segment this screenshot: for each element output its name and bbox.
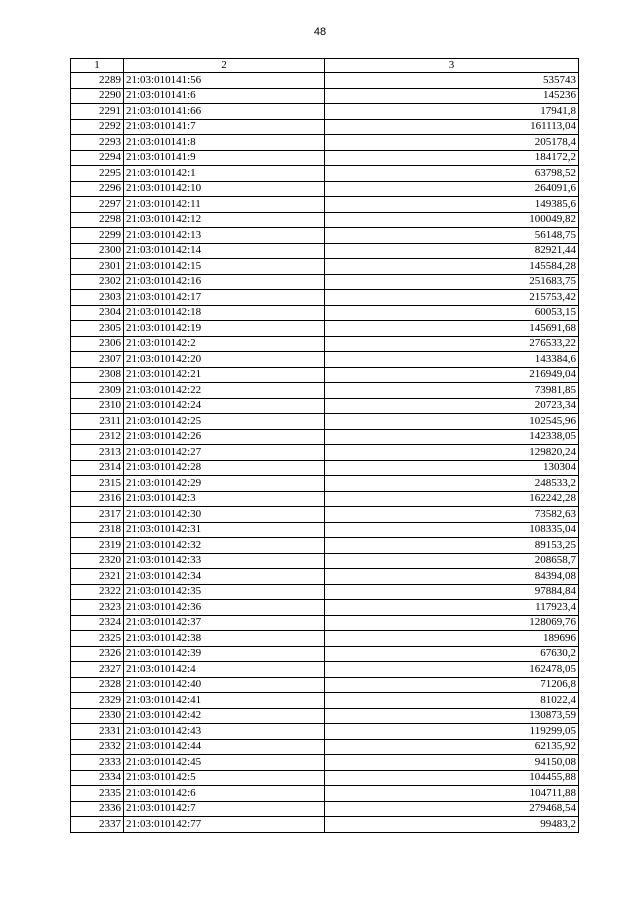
row-number-cell: 2297 [71,197,124,213]
cadastral-number-cell: 21:03:010142:3 [124,491,325,507]
row-number-cell: 2335 [71,786,124,802]
table-row [71,491,579,507]
row-number-cell: 2304 [71,305,124,321]
table-row [71,522,579,538]
table-row [71,569,579,585]
row-number-cell: 2315 [71,476,124,492]
table-row [71,677,579,693]
row-number-cell: 2305 [71,321,124,337]
row-number-cell: 2326 [71,646,124,662]
value-cell: 56148,75 [325,228,579,244]
value-cell: 100049,82 [325,212,579,228]
row-number-cell: 2321 [71,569,124,585]
cadastral-number-cell: 21:03:010142:45 [124,755,325,771]
table-row [71,197,579,213]
value-cell: 99483,2 [325,817,579,833]
row-number-cell: 2324 [71,615,124,631]
cadastral-number-cell: 21:03:010142:13 [124,228,325,244]
cadastral-number-cell: 21:03:010142:4 [124,662,325,678]
cadastral-number-cell: 21:03:010142:1 [124,166,325,182]
row-number-cell: 2312 [71,429,124,445]
row-number-cell: 2298 [71,212,124,228]
value-cell: 145691,68 [325,321,579,337]
table-row [71,445,579,461]
cadastral-number-cell: 21:03:010142:27 [124,445,325,461]
table-row [71,786,579,802]
table-row [71,228,579,244]
cadastral-number-cell: 21:03:010142:42 [124,708,325,724]
value-cell: 108335,04 [325,522,579,538]
cadastral-number-cell: 21:03:010142:35 [124,584,325,600]
row-number-cell: 2308 [71,367,124,383]
value-cell: 162242,28 [325,491,579,507]
row-number-cell: 2289 [71,73,124,89]
value-cell: 63798,52 [325,166,579,182]
cadastral-number-cell: 21:03:010142:7 [124,801,325,817]
value-cell: 104455,88 [325,770,579,786]
row-number-cell: 2296 [71,181,124,197]
table-row [71,538,579,554]
page-number: 48 [313,26,327,38]
row-number-cell: 2291 [71,104,124,120]
table-row [71,367,579,383]
table-row [71,166,579,182]
value-cell: 215753,42 [325,290,579,306]
value-cell: 208658,7 [325,553,579,569]
row-number-cell: 2333 [71,755,124,771]
table-row [71,429,579,445]
table-row [71,476,579,492]
data-table [70,58,579,833]
table-row [71,321,579,337]
value-cell: 60053,15 [325,305,579,321]
value-cell: 279468,54 [325,801,579,817]
value-cell: 104711,88 [325,786,579,802]
row-number-cell: 2317 [71,507,124,523]
cadastral-number-cell: 21:03:010142:40 [124,677,325,693]
table-row [71,724,579,740]
cadastral-number-cell: 21:03:010142:22 [124,383,325,399]
value-cell: 73582,63 [325,507,579,523]
value-cell: 17941,8 [325,104,579,120]
cadastral-number-cell: 21:03:010142:32 [124,538,325,554]
row-number-cell: 2302 [71,274,124,290]
row-number-cell: 2314 [71,460,124,476]
table-row [71,104,579,120]
value-cell: 251683,75 [325,274,579,290]
value-cell: 205178,4 [325,135,579,151]
value-cell: 81022,4 [325,693,579,709]
cadastral-number-cell: 21:03:010142:5 [124,770,325,786]
row-number-cell: 2301 [71,259,124,275]
cadastral-number-cell: 21:03:010142:12 [124,212,325,228]
cadastral-number-cell: 21:03:010141:56 [124,73,325,89]
cadastral-number-cell: 21:03:010142:21 [124,367,325,383]
row-number-cell: 2325 [71,631,124,647]
cadastral-number-cell: 21:03:010142:37 [124,615,325,631]
value-cell: 84394,08 [325,569,579,585]
row-number-cell: 2316 [71,491,124,507]
cadastral-number-cell: 21:03:010142:77 [124,817,325,833]
value-cell: 119299,05 [325,724,579,740]
table-row [71,584,579,600]
value-cell: 149385,6 [325,197,579,213]
value-cell: 20723,34 [325,398,579,414]
table-row [71,817,579,833]
cadastral-number-cell: 21:03:010141:66 [124,104,325,120]
table-row [71,631,579,647]
row-number-cell: 2303 [71,290,124,306]
table-row [71,88,579,104]
value-cell: 145584,28 [325,259,579,275]
value-cell: 94150,08 [325,755,579,771]
row-number-cell: 2331 [71,724,124,740]
value-cell: 128069,76 [325,615,579,631]
row-number-cell: 2294 [71,150,124,166]
table-row [71,305,579,321]
table-row [71,336,579,352]
row-number-cell: 2322 [71,584,124,600]
value-cell: 535743 [325,73,579,89]
table-row [71,414,579,430]
cadastral-number-cell: 21:03:010141:7 [124,119,325,135]
table-row [71,212,579,228]
table-row [71,739,579,755]
cadastral-number-cell: 21:03:010142:20 [124,352,325,368]
value-cell: 189696 [325,631,579,647]
cadastral-number-cell: 21:03:010142:29 [124,476,325,492]
cadastral-number-cell: 21:03:010142:15 [124,259,325,275]
cadastral-number-cell: 21:03:010142:14 [124,243,325,259]
row-number-cell: 2299 [71,228,124,244]
cadastral-number-cell: 21:03:010141:8 [124,135,325,151]
cadastral-number-cell: 21:03:010142:33 [124,553,325,569]
cadastral-number-cell: 21:03:010142:11 [124,197,325,213]
cadastral-number-cell: 21:03:010142:18 [124,305,325,321]
cadastral-number-cell: 21:03:010142:41 [124,693,325,709]
value-cell: 129820,24 [325,445,579,461]
value-cell: 162478,05 [325,662,579,678]
table-row [71,243,579,259]
cadastral-number-cell: 21:03:010142:26 [124,429,325,445]
row-number-cell: 2323 [71,600,124,616]
cadastral-number-cell: 21:03:010142:6 [124,786,325,802]
table-row [71,600,579,616]
table-row [71,460,579,476]
table-row [71,119,579,135]
cadastral-number-cell: 21:03:010142:36 [124,600,325,616]
row-number-cell: 2309 [71,383,124,399]
cadastral-number-cell: 21:03:010142:43 [124,724,325,740]
cadastral-number-cell: 21:03:010142:24 [124,398,325,414]
value-cell: 276533,22 [325,336,579,352]
value-cell: 62135,92 [325,739,579,755]
cadastral-number-cell: 21:03:010142:16 [124,274,325,290]
cadastral-number-cell: 21:03:010142:25 [124,414,325,430]
row-number-cell: 2328 [71,677,124,693]
value-cell: 117923,4 [325,600,579,616]
table-header-row [71,59,579,73]
cadastral-number-cell: 21:03:010141:6 [124,88,325,104]
value-cell: 67630,2 [325,646,579,662]
row-number-cell: 2292 [71,119,124,135]
table-row [71,150,579,166]
column-header-1: 1 [71,59,124,73]
table-row [71,274,579,290]
row-number-cell: 2334 [71,770,124,786]
value-cell: 264091,6 [325,181,579,197]
cadastral-number-cell: 21:03:010142:2 [124,336,325,352]
table-row [71,73,579,89]
row-number-cell: 2319 [71,538,124,554]
value-cell: 143384,6 [325,352,579,368]
table-row [71,801,579,817]
table-row [71,383,579,399]
value-cell: 130873,59 [325,708,579,724]
row-number-cell: 2327 [71,662,124,678]
cadastral-number-cell: 21:03:010142:28 [124,460,325,476]
row-number-cell: 2295 [71,166,124,182]
value-cell: 248533,2 [325,476,579,492]
table-row [71,708,579,724]
table-row [71,553,579,569]
cadastral-number-cell: 21:03:010142:30 [124,507,325,523]
table-row [71,352,579,368]
value-cell: 82921,44 [325,243,579,259]
cadastral-number-cell: 21:03:010142:19 [124,321,325,337]
row-number-cell: 2306 [71,336,124,352]
cadastral-number-cell: 21:03:010141:9 [124,150,325,166]
row-number-cell: 2336 [71,801,124,817]
row-number-cell: 2311 [71,414,124,430]
row-number-cell: 2307 [71,352,124,368]
value-cell: 142338,05 [325,429,579,445]
cadastral-number-cell: 21:03:010142:31 [124,522,325,538]
row-number-cell: 2293 [71,135,124,151]
value-cell: 97884,84 [325,584,579,600]
row-number-cell: 2329 [71,693,124,709]
value-cell: 89153,25 [325,538,579,554]
table-row [71,507,579,523]
table-row [71,259,579,275]
table-row [71,770,579,786]
cadastral-number-cell: 21:03:010142:44 [124,739,325,755]
value-cell: 216949,04 [325,367,579,383]
row-number-cell: 2337 [71,817,124,833]
value-cell: 161113,04 [325,119,579,135]
row-number-cell: 2332 [71,739,124,755]
value-cell: 102545,96 [325,414,579,430]
table-body [71,59,579,833]
cadastral-number-cell: 21:03:010142:10 [124,181,325,197]
value-cell: 71206,8 [325,677,579,693]
cadastral-number-cell: 21:03:010142:34 [124,569,325,585]
cadastral-number-cell: 21:03:010142:39 [124,646,325,662]
value-cell: 130304 [325,460,579,476]
table-row [71,662,579,678]
value-cell: 73981,85 [325,383,579,399]
table-row [71,646,579,662]
value-cell: 184172,2 [325,150,579,166]
cadastral-number-cell: 21:03:010142:17 [124,290,325,306]
row-number-cell: 2320 [71,553,124,569]
table-row [71,181,579,197]
table-row [71,290,579,306]
row-number-cell: 2330 [71,708,124,724]
table-row [71,398,579,414]
table-row [71,615,579,631]
cadastral-number-cell: 21:03:010142:38 [124,631,325,647]
table-row [71,135,579,151]
column-header-2: 2 [124,59,325,73]
row-number-cell: 2300 [71,243,124,259]
row-number-cell: 2290 [71,88,124,104]
row-number-cell: 2318 [71,522,124,538]
row-number-cell: 2310 [71,398,124,414]
column-header-3: 3 [325,59,579,73]
row-number-cell: 2313 [71,445,124,461]
table-row [71,693,579,709]
table-row [71,755,579,771]
value-cell: 145236 [325,88,579,104]
